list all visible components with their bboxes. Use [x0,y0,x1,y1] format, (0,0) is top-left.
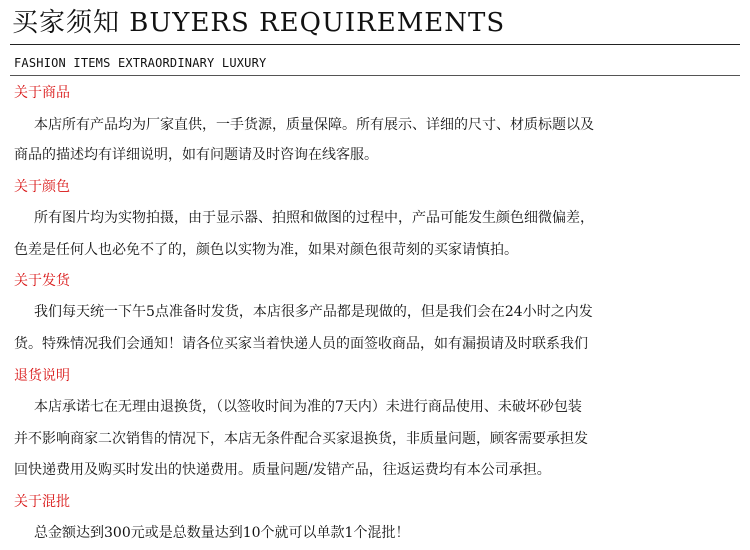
section-line: 本店所有产品均为厂家直供，一手货源，质量保障。所有展示、详细的尺寸、材质标题以及 [34,117,594,133]
section-line: 本店承诺七在无理由退换货，（以签收时间为准的7天内）未进行商品使用、未破坏砂包装 [34,399,582,415]
section-line: 总金额达到300元或是总数量达到10个就可以单款1个混批！ [34,525,410,541]
page-subtitle: FASHION ITEMS EXTRAORDINARY LUXURY [14,56,267,70]
section-line: 色差是任何人也必免不了的，颜色以实物为准，如果对颜色很苛刻的买家请慎拍。 [14,242,518,258]
section-line: 所有图片均为实物拍摄，由于显示器、拍照和做图的过程中，产品可能发生颜色细微偏差， [34,210,594,226]
section-line: 商品的描述均有详细说明，如有问题请及时咨询在线客服。 [14,147,378,163]
section-heading-products: 关于商品 [14,85,70,101]
page-title: 买家须知 BUYERS REQUIREMENTS [12,8,506,38]
section-heading-shipping: 关于发货 [14,273,70,289]
section-line: 回快递费用及购买时发出的快递费用。质量问题/发错产品，往返运费均有本公司承担。 [14,462,551,478]
section-line: 并不影响商家二次销售的情况下，本店无条件配合买家退换货，非质量问题，顾客需要承担发 [14,431,588,447]
section-line: 我们每天统一下午5点准备时发货，本店很多产品都是现做的，但是我们会在24小时之内发 [34,304,593,320]
section-heading-color: 关于颜色 [14,179,70,195]
section-line: 货。特殊情况我们会通知！请各位买家当着快递人员的面签收商品，如有漏损请及时联系我们 [14,336,588,352]
subtitle-divider [10,75,740,76]
section-heading-returns: 退货说明 [14,368,70,384]
section-heading-wholesale: 关于混批 [14,494,70,510]
title-divider [10,44,740,45]
